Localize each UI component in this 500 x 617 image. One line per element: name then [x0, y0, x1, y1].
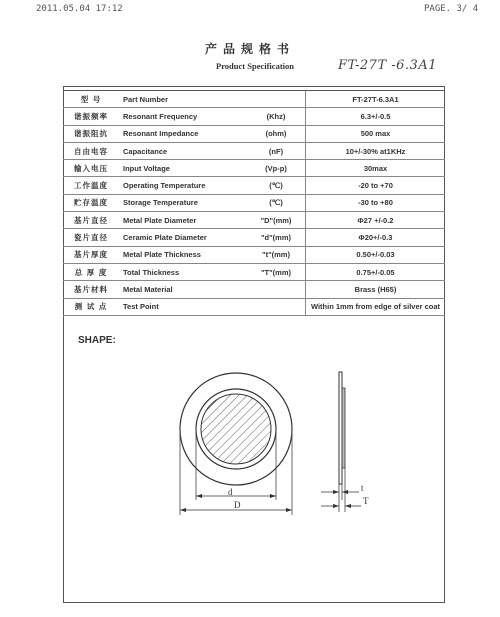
spec-label-en: Metal Plate Thickness: [119, 246, 247, 263]
spec-value: Φ20+/-0.3: [306, 229, 446, 246]
shape-label: SHAPE:: [78, 335, 116, 346]
spec-label-cn: 总 厚 度: [63, 263, 119, 280]
spec-unit: (℃): [247, 194, 306, 211]
spec-header-row: [63, 91, 445, 108]
spec-label-en: Operating Temperature: [119, 177, 247, 194]
spec-label-cn: 基片材料: [63, 281, 119, 298]
spec-value: 30max: [306, 160, 446, 177]
spec-value: 6.3+/-0.5: [306, 108, 446, 125]
spec-value: -30 to +80: [306, 194, 446, 211]
piezo-disc-side-view: [321, 372, 361, 512]
metal-plate-side: [339, 372, 342, 484]
ceramic-plate-side: [342, 388, 345, 468]
silver-electrode-hatch: [201, 394, 271, 464]
spec-label-en: Resonant Frequency: [119, 108, 247, 125]
spec-row: [63, 281, 445, 298]
spec-row: [63, 298, 445, 315]
spec-value: FT-27T-6.3A1: [306, 91, 446, 108]
title-english: Product Specification: [216, 61, 294, 71]
spec-value: 500 max: [306, 125, 446, 142]
spec-unit: "T"(mm): [247, 263, 306, 280]
spec-label-en: Resonant Impedance: [119, 125, 247, 142]
shape-drawing: [63, 350, 445, 550]
spec-row: [63, 125, 445, 142]
spec-unit: (Vp-p): [247, 160, 306, 177]
spec-unit: (℃): [247, 177, 306, 194]
spec-row: [63, 177, 445, 194]
spec-row: [63, 263, 445, 280]
spec-label-cn: 谐振阻抗: [63, 125, 119, 142]
spec-unit: (ohm): [247, 125, 306, 142]
piezo-disc-top-view: [180, 373, 292, 515]
spec-label-en: Storage Temperature: [119, 194, 247, 211]
spec-value: -20 to +70: [306, 177, 446, 194]
spec-unit: [247, 298, 306, 315]
dim-label-d: d: [228, 487, 233, 497]
spec-unit: [247, 281, 306, 298]
spec-row: [63, 212, 445, 229]
spec-row: [63, 229, 445, 246]
dim-label-D: D: [234, 500, 241, 510]
spec-label-cn: 输入电压: [63, 160, 119, 177]
fax-header: [0, 4, 500, 18]
dim-label-T: T: [363, 496, 369, 506]
spec-value: 0.50+/-0.03: [306, 246, 446, 263]
spec-unit: "t"(mm): [247, 246, 306, 263]
spec-value: Brass (H65): [306, 281, 446, 298]
spec-value: 10+/-30% at1KHz: [306, 142, 446, 159]
spec-label-en: Input Voltage: [119, 160, 247, 177]
spec-row: [63, 246, 445, 263]
spec-label-cn: 瓷片直径: [63, 229, 119, 246]
spec-label-en: Test Point: [119, 298, 247, 315]
spec-unit: (nF): [247, 142, 306, 159]
spec-row: [63, 194, 445, 211]
spec-row: [63, 142, 445, 159]
spec-row: [63, 160, 445, 177]
spec-value: 0.75+/-0.05: [306, 263, 446, 280]
spec-label-cn: 基片厚度: [63, 246, 119, 263]
spec-unit: "d"(mm): [247, 229, 306, 246]
handwritten-model-note: FT-27T -6.3A1: [338, 58, 437, 73]
dim-label-t: t: [361, 483, 364, 493]
spec-table: [63, 90, 445, 316]
spec-label-en: Ceramic Plate Diameter: [119, 229, 247, 246]
fax-date: 2011.05.04 17:12: [36, 4, 123, 14]
fax-page-number: PAGE. 3/ 4: [424, 4, 479, 14]
spec-unit: "D"(mm): [247, 212, 306, 229]
spec-value: Within 1mm from edge of silver coat: [306, 298, 446, 315]
spec-unit: (Khz): [247, 108, 306, 125]
spec-row: [63, 108, 445, 125]
spec-label-cn: 型 号: [63, 91, 119, 108]
spec-label-cn: 自由电容: [63, 142, 119, 159]
spec-label-en: Total Thickness: [119, 263, 247, 280]
spec-label-en: Metal Material: [119, 281, 247, 298]
spec-label-cn: 谐振频率: [63, 108, 119, 125]
spec-label-en: Metal Plate Diameter: [119, 212, 247, 229]
spec-value: Φ27 +/-0.2: [306, 212, 446, 229]
spec-label-cn: 基片直径: [63, 212, 119, 229]
spec-label-cn: 贮存温度: [63, 194, 119, 211]
spec-label-en: Part Number: [119, 91, 306, 108]
spec-label-cn: 测 试 点: [63, 298, 119, 315]
spec-label-cn: 工作温度: [63, 177, 119, 194]
spec-label-en: Capacitance: [119, 142, 247, 159]
title-chinese: 产品规格书: [204, 42, 295, 56]
